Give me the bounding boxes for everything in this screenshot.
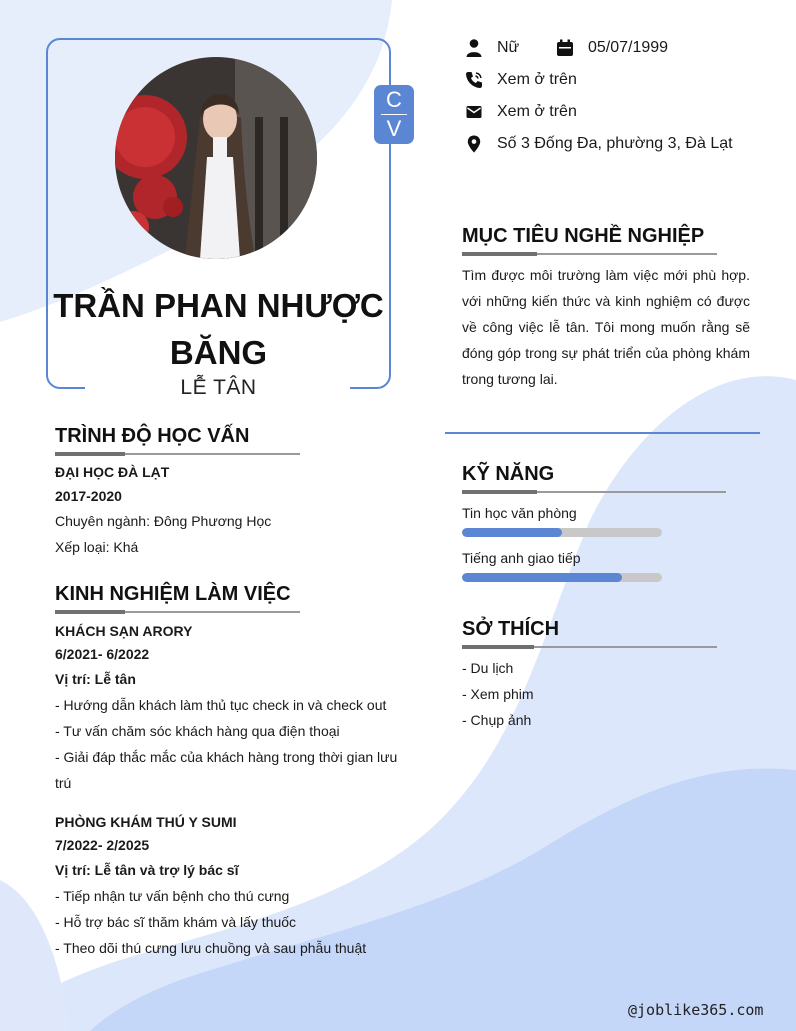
objective-text: Tìm được môi trường làm việc mới phù hợp. với những kiến thức và kinh nghiệm có được về công việc lễ tân. Tôi mong muốn rằng sẽ đóng góp trong sự phát triển của phòng khám trong tương lai. — [462, 267, 750, 387]
school-rank: Xếp loại: Khá — [55, 539, 139, 555]
skills-title: KỸ NĂNG — [462, 463, 555, 485]
education-underline-accent — [55, 452, 125, 456]
email-row — [464, 102, 577, 122]
job-duty: - Tư vấn chăm sóc khách hàng qua điện thoại — [55, 723, 340, 739]
school-name: ĐẠI HỌC ĐÀ LẠT — [55, 464, 170, 480]
job-position: Vị trí: Lễ tân và trợ lý bác sĩ — [55, 862, 239, 878]
skill-bar — [462, 573, 662, 582]
hobbies-title: SỞ THÍCH — [462, 618, 560, 640]
experience-underline-accent — [55, 610, 125, 614]
cv-badge-bottom: V — [386, 116, 402, 142]
hobby-item: - Xem phim — [462, 686, 534, 702]
map-pin-icon — [464, 134, 484, 154]
hobby-item: - Du lịch — [462, 660, 514, 676]
email-value: Xem ở trên — [497, 103, 577, 120]
job-duty: - Theo dõi thú cưng lưu chuồng và sau phẫu thuật — [55, 940, 367, 956]
candidate-title: LỄ TÂN — [180, 376, 257, 399]
job-duty: - Hướng dẫn khách làm thủ tục check in và check out — [55, 697, 387, 713]
job-period: 7/2022- 2/2025 — [55, 837, 150, 853]
footer-watermark: @joblike365.com — [628, 1001, 764, 1019]
job-duty: - Tiếp nhận tư vấn bệnh cho thú cưng — [55, 888, 290, 904]
phone-icon — [464, 70, 484, 90]
phone-value: Xem ở trên — [497, 71, 577, 88]
candidate-name: TRẦN PHAN NHƯỢC BĂNG — [53, 287, 384, 371]
gender-value: Nữ — [497, 39, 520, 56]
birthday-value: 05/07/1999 — [588, 39, 669, 56]
job-duty: - Giải đáp thắc mắc của khách hàng trong thời gian lưu trú — [55, 749, 398, 791]
job-period: 6/2021- 6/2022 — [55, 646, 150, 662]
cv-badge — [374, 85, 414, 144]
skills-underline-accent — [462, 490, 537, 494]
job-duty: - Hỗ trợ bác sĩ thăm khám và lấy thuốc — [55, 914, 297, 930]
skill-label: Tin học văn phòng — [462, 505, 577, 521]
calendar-icon — [555, 38, 575, 58]
job-position: Vị trí: Lễ tân — [55, 671, 136, 687]
phone-row — [464, 70, 577, 90]
hobby-item: - Chụp ảnh — [462, 712, 532, 728]
person-icon — [464, 38, 484, 58]
section-divider — [445, 432, 760, 434]
objective-title: MỤC TIÊU NGHỀ NGHIỆP — [462, 225, 705, 247]
portrait-illustration — [115, 57, 317, 259]
gender-row — [464, 38, 668, 58]
school-years: 2017-2020 — [55, 488, 122, 504]
objective-underline-accent — [462, 252, 537, 256]
mail-icon — [464, 102, 484, 122]
cv-badge-divider — [381, 114, 407, 116]
skill-label: Tiếng anh giao tiếp — [462, 550, 581, 566]
avatar — [115, 57, 317, 259]
hobbies-underline-accent — [462, 645, 534, 649]
address-value: Số 3 Đống Đa, phường 3, Đà Lạt — [497, 135, 733, 152]
skill-bar-fill — [462, 528, 562, 537]
address-row — [464, 134, 733, 154]
job-company: KHÁCH SẠN ARORY — [55, 623, 193, 639]
experience-title: KINH NGHIỆM LÀM VIỆC — [55, 583, 291, 605]
school-major: Chuyên ngành: Đông Phương Học — [55, 513, 272, 529]
skill-bar — [462, 528, 662, 537]
education-title: TRÌNH ĐỘ HỌC VẤN — [55, 425, 250, 447]
job-company: PHÒNG KHÁM THÚ Y SUMI — [55, 814, 237, 830]
skill-bar-fill — [462, 573, 622, 582]
cv-badge-top: C — [386, 86, 402, 112]
